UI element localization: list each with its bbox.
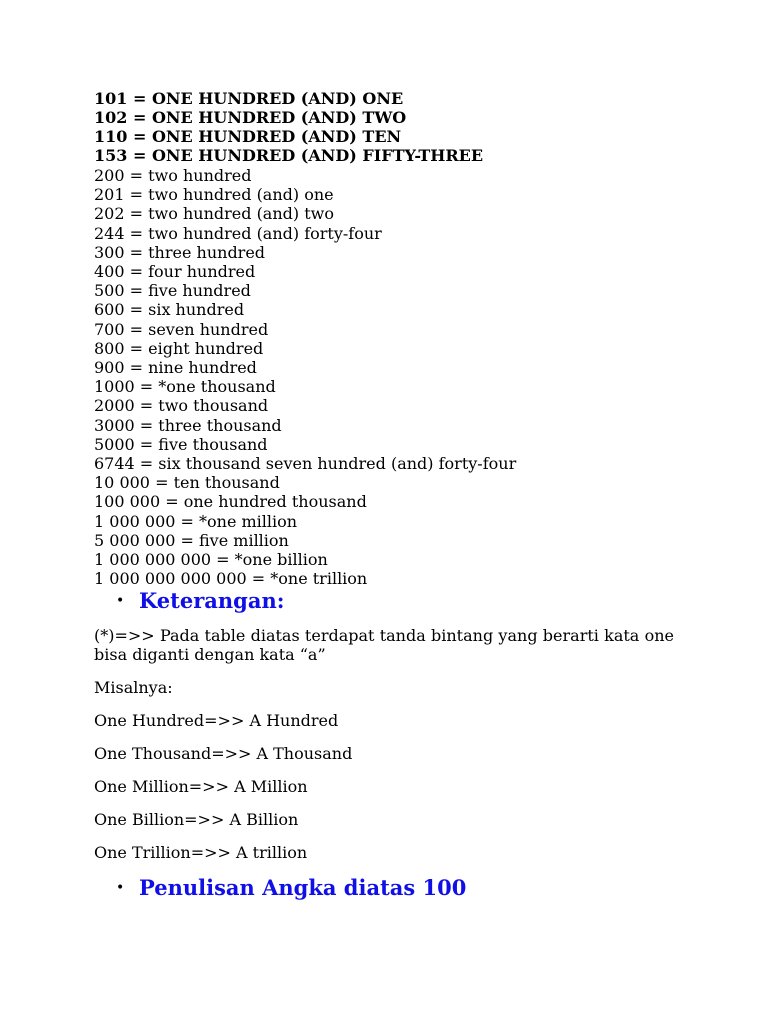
example-label: Misalnya: [94, 678, 173, 698]
bold-number-line: 102 = ONE HUNDRED (AND) TWO [94, 108, 407, 127]
number-line: 1 000 000 000 = *one billion [94, 550, 328, 570]
number-line: 6744 = six thousand seven hundred (and) forty-four [94, 454, 517, 474]
number-line: 900 = nine hundred [94, 358, 257, 378]
section-heading-text: Keterangan: [139, 588, 285, 614]
example-item: One Million=>> A Million [94, 777, 308, 797]
bullet-icon: • [116, 593, 125, 610]
document-page [94, 89, 674, 901]
number-list [94, 166, 674, 588]
number-line: 5 000 000 = five million [94, 530, 289, 550]
number-line: 1 000 000 = *one million [94, 511, 298, 531]
number-line: 2000 = two thousand [94, 396, 269, 416]
number-line: 100 000 = one hundred thousand [94, 492, 367, 512]
section-heading-keterangan [94, 588, 674, 614]
number-line: 3000 = three thousand [94, 415, 282, 435]
number-line: 700 = seven hundred [94, 319, 269, 339]
number-line: 244 = two hundred (and) forty-four [94, 223, 382, 243]
number-line: 500 = five hundred [94, 281, 251, 301]
example-item: One Billion=>> A Billion [94, 810, 299, 830]
example-item: One Hundred=>> A Hundred [94, 711, 339, 731]
note-paragraph: (*)=>> Pada table diatas terdapat tanda bintang yang berarti kata one bisa diganti dengan kata “a” [94, 626, 674, 665]
number-line: 1 000 000 000 000 = *one trillion [94, 569, 368, 589]
bold-number-line: 153 = ONE HUNDRED (AND) FIFTY-THREE [94, 146, 484, 165]
section-heading-text: Penulisan Angka diatas 100 [139, 875, 467, 901]
number-line: 5000 = five thousand [94, 434, 268, 454]
number-line: 10 000 = ten thousand [94, 473, 280, 493]
example-item: One Thousand=>> A Thousand [94, 744, 353, 764]
number-line: 400 = four hundred [94, 262, 256, 282]
number-line: 600 = six hundred [94, 300, 245, 320]
number-line: 1000 = *one thousand [94, 377, 276, 397]
example-item: One Trillion=>> A trillion [94, 843, 308, 863]
bold-number-line: 101 = ONE HUNDRED (AND) ONE [94, 89, 404, 108]
number-line: 300 = three hundred [94, 242, 266, 262]
number-line: 200 = two hundred [94, 166, 252, 185]
bold-number-line: 110 = ONE HUNDRED (AND) TEN [94, 127, 402, 146]
number-line: 201 = two hundred (and) one [94, 185, 334, 205]
number-line: 202 = two hundred (and) two [94, 204, 334, 224]
section-heading-penulisan [94, 875, 674, 901]
number-line: 800 = eight hundred [94, 338, 264, 358]
bold-number-list [94, 89, 674, 165]
bullet-icon: • [116, 880, 125, 897]
